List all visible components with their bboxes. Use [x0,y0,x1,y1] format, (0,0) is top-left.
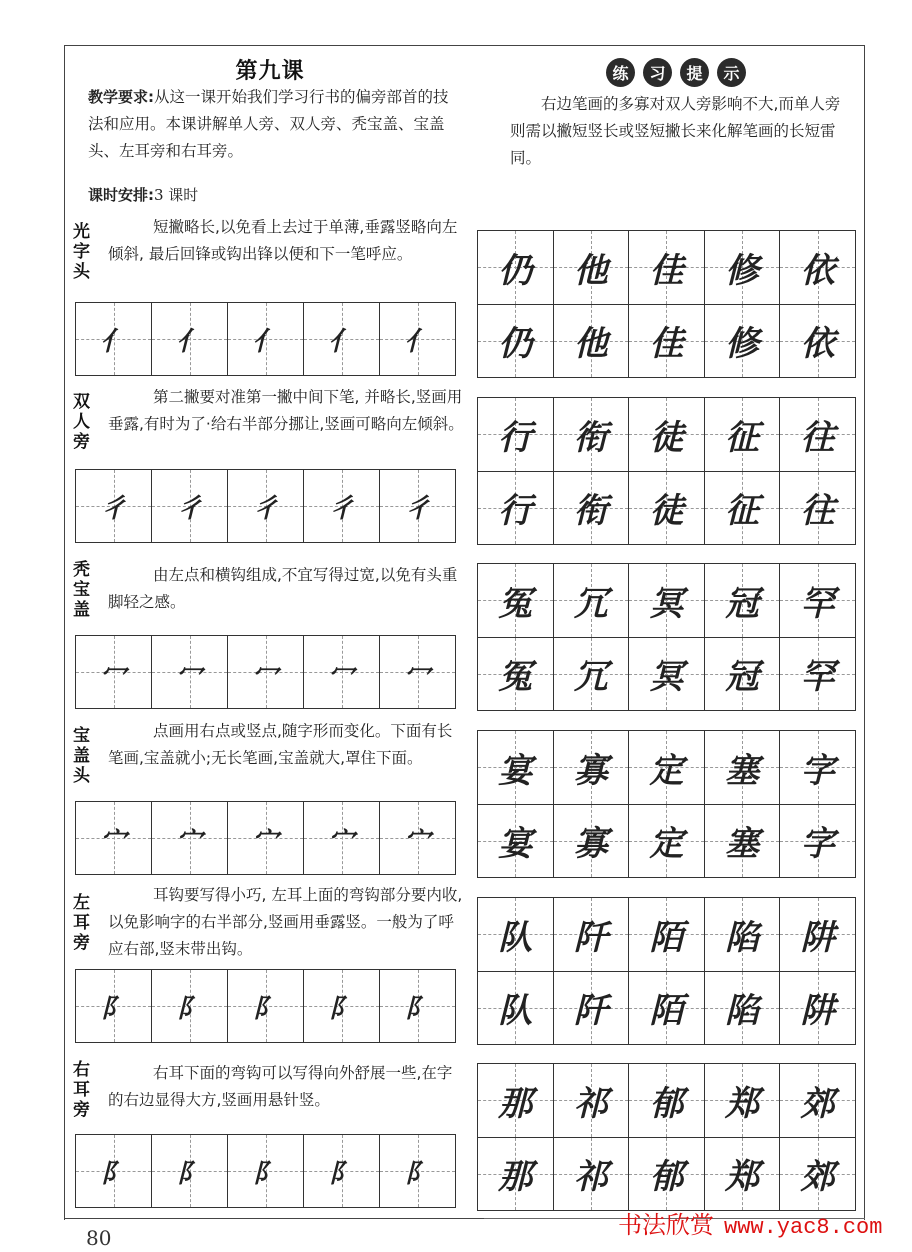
example-char: 冤 [498,657,533,698]
grid-cell [304,303,380,375]
example-char: 冥 [649,657,684,698]
stroke-practice-grid [75,635,456,709]
watermark-url[interactable]: www.yac8.com [724,1215,883,1240]
stroke-glyph: 阝 [100,1158,127,1189]
stroke-glyph: 冖 [328,659,355,690]
example-char: 陷 [725,991,760,1032]
stroke-glyph: 阝 [252,1158,279,1189]
example-char: 往 [800,417,835,458]
practice-tips-text: 右边笔画的多寡对双人旁影响不大,而单人旁则需以撇短竖长或竖短撇长来化解笔画的长短雷同。 [510,95,841,167]
example-char: 他 [573,250,608,291]
stroke-glyph: 彳 [404,493,431,524]
watermark [618,1205,882,1240]
example-char: 郁 [649,1157,684,1198]
stroke-practice-grid [75,469,456,543]
example-char: 定 [649,824,684,865]
example-grid [477,1063,856,1211]
example-char: 寡 [573,824,608,865]
example-char: 那 [498,1083,533,1124]
example-char: 修 [725,324,760,365]
stroke-glyph: 宀 [252,825,279,856]
example-char: 徒 [649,491,684,532]
example-grid [477,730,856,878]
example-char: 阱 [800,991,835,1032]
example-char: 行 [498,491,533,532]
practice-tips-heading [606,58,746,87]
section-label: 左耳旁 [73,893,90,953]
stroke-glyph: 冖 [404,659,431,690]
example-char: 陷 [725,917,760,958]
example-char: 定 [649,750,684,791]
example-char: 陌 [649,991,684,1032]
watermark-text: 书法欣赏 [618,1211,714,1239]
stroke-glyph: 亻 [100,326,127,357]
example-char: 依 [800,324,835,365]
example-char: 字 [800,750,835,791]
stroke-glyph: 阝 [404,993,431,1024]
stroke-glyph: 冖 [252,659,279,690]
example-char: 仍 [498,250,533,291]
example-char: 寡 [573,750,608,791]
stroke-practice-grid [75,801,456,875]
example-row [478,305,855,378]
stroke-glyph: 宀 [176,825,203,856]
tips-badge: 示 [717,58,746,87]
section-label: 秃宝盖 [73,560,90,620]
example-char: 修 [725,250,760,291]
example-char: 冤 [498,583,533,624]
stroke-glyph: 彳 [176,493,203,524]
section-label: 宝盖头 [73,726,90,786]
example-char: 字 [800,824,835,865]
example-char: 郁 [649,1083,684,1124]
example-char: 罕 [800,657,835,698]
example-char: 往 [800,491,835,532]
lesson-title: 第九课 [235,59,305,84]
stroke-glyph: 阝 [252,993,279,1024]
section-text: 第二撇要对准第一撇中间下笔, 并略长,竖画用垂露,有时为了·给右半部分挪让,竖画可略向左倾斜。 [108,388,464,433]
tips-badge: 提 [680,58,709,87]
stroke-glyph: 亻 [252,326,279,357]
example-char: 队 [498,917,533,958]
example-char: 阡 [573,991,608,1032]
example-char: 行 [498,417,533,458]
stroke-glyph: 亻 [328,326,355,357]
stroke-glyph: 宀 [100,825,127,856]
schedule [88,184,198,205]
schedule-label: 课时安排: [88,186,154,204]
stroke-glyph: 彳 [328,493,355,524]
section-text: 点画用右点或竖点,随字形而变化。下面有长笔画,宝盖就小;无长笔画,宝盖就大,罩住下面。 [108,722,453,767]
example-char: 征 [725,491,760,532]
tips-badge: 习 [643,58,672,87]
example-char: 衔 [573,417,608,458]
example-grid [477,897,856,1045]
example-char: 陌 [649,917,684,958]
example-char: 祁 [573,1083,608,1124]
stroke-practice-grid [75,302,456,376]
stroke-practice-grid [75,1134,456,1208]
stroke-glyph: 彳 [252,493,279,524]
section-label: 右耳旁 [73,1060,90,1120]
grid-cell [228,303,304,375]
example-char: 宴 [498,750,533,791]
stroke-glyph: 宀 [328,825,355,856]
stroke-glyph: 宀 [404,825,431,856]
page-frame-bottom [64,1218,484,1219]
stroke-glyph: 阝 [328,1158,355,1189]
example-char: 衔 [573,491,608,532]
grid-cell [76,303,152,375]
example-char: 他 [573,324,608,365]
example-char: 那 [498,1157,533,1198]
requirement-label: 教学要求: [88,88,154,106]
stroke-practice-grid [75,969,456,1043]
stroke-glyph: 亻 [404,326,431,357]
example-grid [477,230,856,378]
stroke-glyph: 阝 [404,1158,431,1189]
section-text: 短撇略长,以免看上去过于单薄,垂露竖略向左倾斜, 最后回锋或钩出锋以便和下一笔呼应。 [108,218,458,263]
example-char: 祁 [573,1157,608,1198]
requirement-text: 从这一课开始我们学习行书的偏旁部首的技法和应用。本课讲解单人旁、双人旁、秃宝盖、宝盖头、左耳旁和右耳旁。 [88,88,449,160]
section-label: 光字头 [73,222,90,282]
example-char: 冠 [725,657,760,698]
grid-cell [380,303,455,375]
example-char: 佳 [649,324,684,365]
example-char: 阡 [573,917,608,958]
example-row [478,231,855,305]
section-text: 右耳下面的弯钩可以写得向外舒展一些,在字的右边显得大方,竖画用悬针竖。 [108,1064,453,1109]
example-char: 佳 [649,250,684,291]
stroke-glyph: 冖 [100,659,127,690]
example-char: 冥 [649,583,684,624]
stroke-glyph: 冖 [176,659,203,690]
example-char: 徒 [649,417,684,458]
example-char: 征 [725,417,760,458]
stroke-glyph: 阝 [176,1158,203,1189]
example-grid [477,563,856,711]
example-char: 郊 [800,1083,835,1124]
example-char: 宴 [498,824,533,865]
example-char: 罕 [800,583,835,624]
tips-badge: 练 [606,58,635,87]
example-char: 队 [498,991,533,1032]
stroke-glyph: 亻 [176,326,203,357]
example-char: 依 [800,250,835,291]
grid-cell [152,303,228,375]
example-char: 郊 [800,1157,835,1198]
example-grid [477,397,856,545]
example-char: 塞 [725,824,760,865]
section-text: 耳钩要写得小巧, 左耳上面的弯钩部分要内收,以免影响字的右半部分,竖画用垂露竖。一般为了呼应右部,竖末带出钩。 [108,886,463,958]
example-char: 仍 [498,324,533,365]
example-char: 郑 [725,1083,760,1124]
stroke-glyph: 阝 [328,993,355,1024]
example-char: 冗 [573,657,608,698]
stroke-glyph: 彳 [100,493,127,524]
example-char: 冠 [725,583,760,624]
section-label: 双人旁 [73,392,90,452]
stroke-glyph: 阝 [100,993,127,1024]
schedule-value: 3 课时 [154,186,199,204]
example-char: 塞 [725,750,760,791]
example-char: 冗 [573,583,608,624]
stroke-glyph: 阝 [176,993,203,1024]
teaching-requirement [88,84,463,165]
page-number: 80 [86,1226,112,1250]
section-text: 由左点和横钩组成,不宜写得过宽,以免有头重脚轻之感。 [108,566,458,611]
example-char: 阱 [800,917,835,958]
example-char: 郑 [725,1157,760,1198]
